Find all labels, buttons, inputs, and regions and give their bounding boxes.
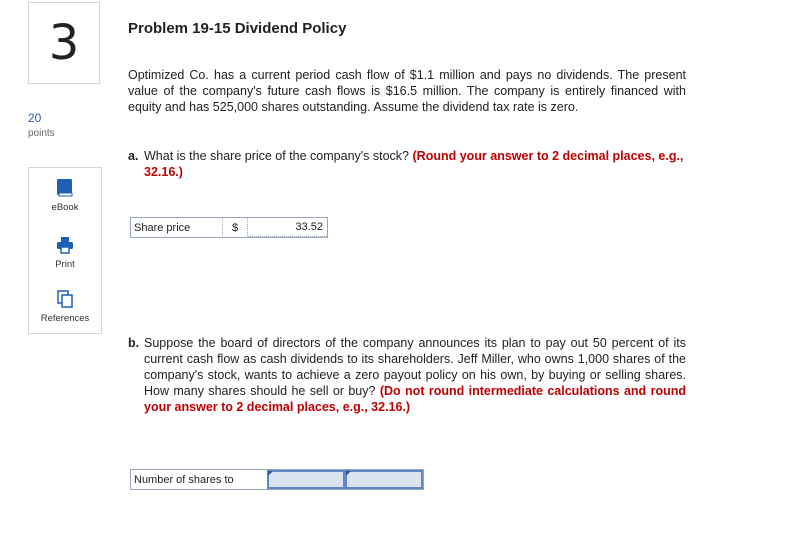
- part-b-answer-table: [130, 469, 424, 490]
- share-price-input[interactable]: 33.52: [247, 218, 327, 237]
- print-label: Print: [55, 259, 75, 270]
- part-a-instruction: (Round your answer to 2 decimal places, e.g., 32.16.): [144, 149, 684, 179]
- book-icon: [56, 178, 74, 198]
- references-button[interactable]: [29, 289, 101, 324]
- points-label: points: [28, 128, 55, 139]
- share-price-label: Share price: [131, 218, 223, 237]
- ebook-button[interactable]: [29, 178, 101, 213]
- input-corner-marker: [346, 471, 351, 476]
- part-a-answer-table: [130, 217, 328, 238]
- part-a-text: What is the share price of the company's stock?: [144, 149, 410, 163]
- part-a-body: [128, 148, 686, 180]
- points-value: 20: [28, 111, 42, 125]
- part-b-question: [128, 335, 686, 415]
- currency-symbol: $: [231, 221, 239, 234]
- printer-icon: [56, 235, 74, 255]
- print-button[interactable]: [29, 235, 101, 270]
- buy-sell-dropdown[interactable]: [267, 470, 345, 489]
- number-of-shares-input[interactable]: [345, 470, 423, 489]
- part-b-marker: b.: [128, 336, 140, 350]
- part-a-marker: a.: [128, 149, 139, 163]
- ebook-label: eBook: [51, 202, 79, 213]
- question-number: 3: [48, 15, 80, 71]
- problem-intro: Optimized Co. has a current period cash flow of $1.1 million and pays no dividends. The present value of the company's future cash flows is $16.5 million. The company is entirely financed with equity and has 525,000 shares outstanding. Assume the dividend tax rate is zero.: [128, 68, 686, 114]
- question-number-box: [28, 2, 100, 84]
- dropdown-corner-marker: [268, 471, 273, 476]
- part-b-text: Suppose the board of directors of the company announces its plan to pay out 50 percent of its current cash flow as cash dividends to its shareholders. Jeff Miller, who owns 1,000 shares of the company's stock, wants to achieve a zero payout policy on his own, by buying or selling shares. How many shares should he sell or buy?: [144, 336, 686, 398]
- problem-title: Problem 19-15 Dividend Policy: [128, 20, 347, 37]
- part-b-instruction: (Do not round intermediate calculations and round your answer to 2 decimal places, e.g., 32.16.): [144, 384, 686, 414]
- part-b-body: [128, 335, 686, 415]
- number-of-shares-label: Number of shares to: [134, 473, 234, 486]
- tools-panel: [28, 167, 102, 334]
- documents-icon: [56, 289, 74, 309]
- references-label: References: [40, 313, 90, 324]
- part-a-question: [128, 148, 686, 180]
